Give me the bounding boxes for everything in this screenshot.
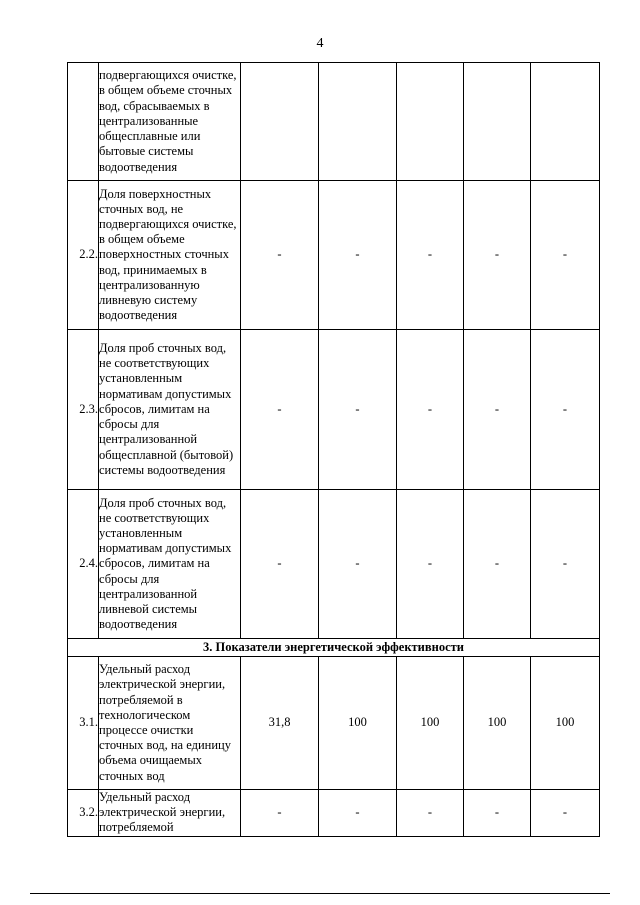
indicator-value: - xyxy=(319,490,397,639)
indicator-value: - xyxy=(319,330,397,490)
indicators-table xyxy=(67,62,600,837)
indicator-value xyxy=(241,63,319,181)
table-row xyxy=(68,181,600,330)
indicator-value: 100 xyxy=(319,657,397,790)
table-row xyxy=(68,790,600,837)
indicator-value xyxy=(531,63,600,181)
indicator-value: - xyxy=(397,790,464,837)
row-number: 3.2. xyxy=(68,790,99,837)
section-header-row xyxy=(68,639,600,657)
indicator-value: - xyxy=(397,181,464,330)
row-number xyxy=(68,63,99,181)
row-number: 2.2. xyxy=(68,181,99,330)
page-bottom-edge xyxy=(30,893,610,894)
row-number: 3.1. xyxy=(68,657,99,790)
indicator-value xyxy=(464,63,531,181)
indicator-value: - xyxy=(464,181,531,330)
indicator-value: 100 xyxy=(397,657,464,790)
section-title: 3. Показатели энергетической эффективности xyxy=(68,639,600,657)
row-number: 2.4. xyxy=(68,490,99,639)
indicator-value: - xyxy=(319,790,397,837)
indicator-value: 100 xyxy=(464,657,531,790)
table-row xyxy=(68,657,600,790)
indicator-name: Доля проб сточных вод, не соответствующих установленным нормативам допустимых сбросов, лимитам на сбросы для централизованной общесплавной (бытовой) системы водоотведения xyxy=(99,330,241,490)
indicator-value: - xyxy=(397,330,464,490)
indicator-value: 100 xyxy=(531,657,600,790)
indicator-value: - xyxy=(531,181,600,330)
indicator-value: - xyxy=(531,490,600,639)
indicator-value: - xyxy=(464,330,531,490)
indicator-value xyxy=(319,63,397,181)
indicator-name: Доля поверхностных сточных вод, не подвергающихся очистке, в общем объеме поверхностных сточных вод, принимаемых в централизованную ливневую систему водоотведения xyxy=(99,181,241,330)
indicator-value xyxy=(397,63,464,181)
indicator-name: Доля проб сточных вод, не соответствующих установленным нормативам допустимых сбросов, лимитам на сбросы для централизованной ливневой системы водоотведения xyxy=(99,490,241,639)
row-number: 2.3. xyxy=(68,330,99,490)
indicator-value: - xyxy=(241,330,319,490)
indicator-value: - xyxy=(464,490,531,639)
indicator-value: - xyxy=(397,490,464,639)
indicator-value: 31,8 xyxy=(241,657,319,790)
indicator-name: подвергающихся очистке, в общем объеме сточных вод, сбрасываемых в централизованные общесплавные или бытовые системы водоотведения xyxy=(99,63,241,181)
page-number: 4 xyxy=(316,36,324,51)
table-row xyxy=(68,330,600,490)
indicator-value: - xyxy=(241,181,319,330)
indicator-value: - xyxy=(319,181,397,330)
indicator-value: - xyxy=(531,330,600,490)
indicator-name: Удельный расход электрической энергии, потребляемой xyxy=(99,790,241,837)
indicator-value: - xyxy=(241,490,319,639)
indicator-name: Удельный расход электрической энергии, потребляемой в технологическом процессе очистки сточных вод, на единицу объема очищаемых сточных вод xyxy=(99,657,241,790)
table-row xyxy=(68,490,600,639)
table-row xyxy=(68,63,600,181)
indicator-value: - xyxy=(241,790,319,837)
indicator-value: - xyxy=(464,790,531,837)
indicator-value: - xyxy=(531,790,600,837)
